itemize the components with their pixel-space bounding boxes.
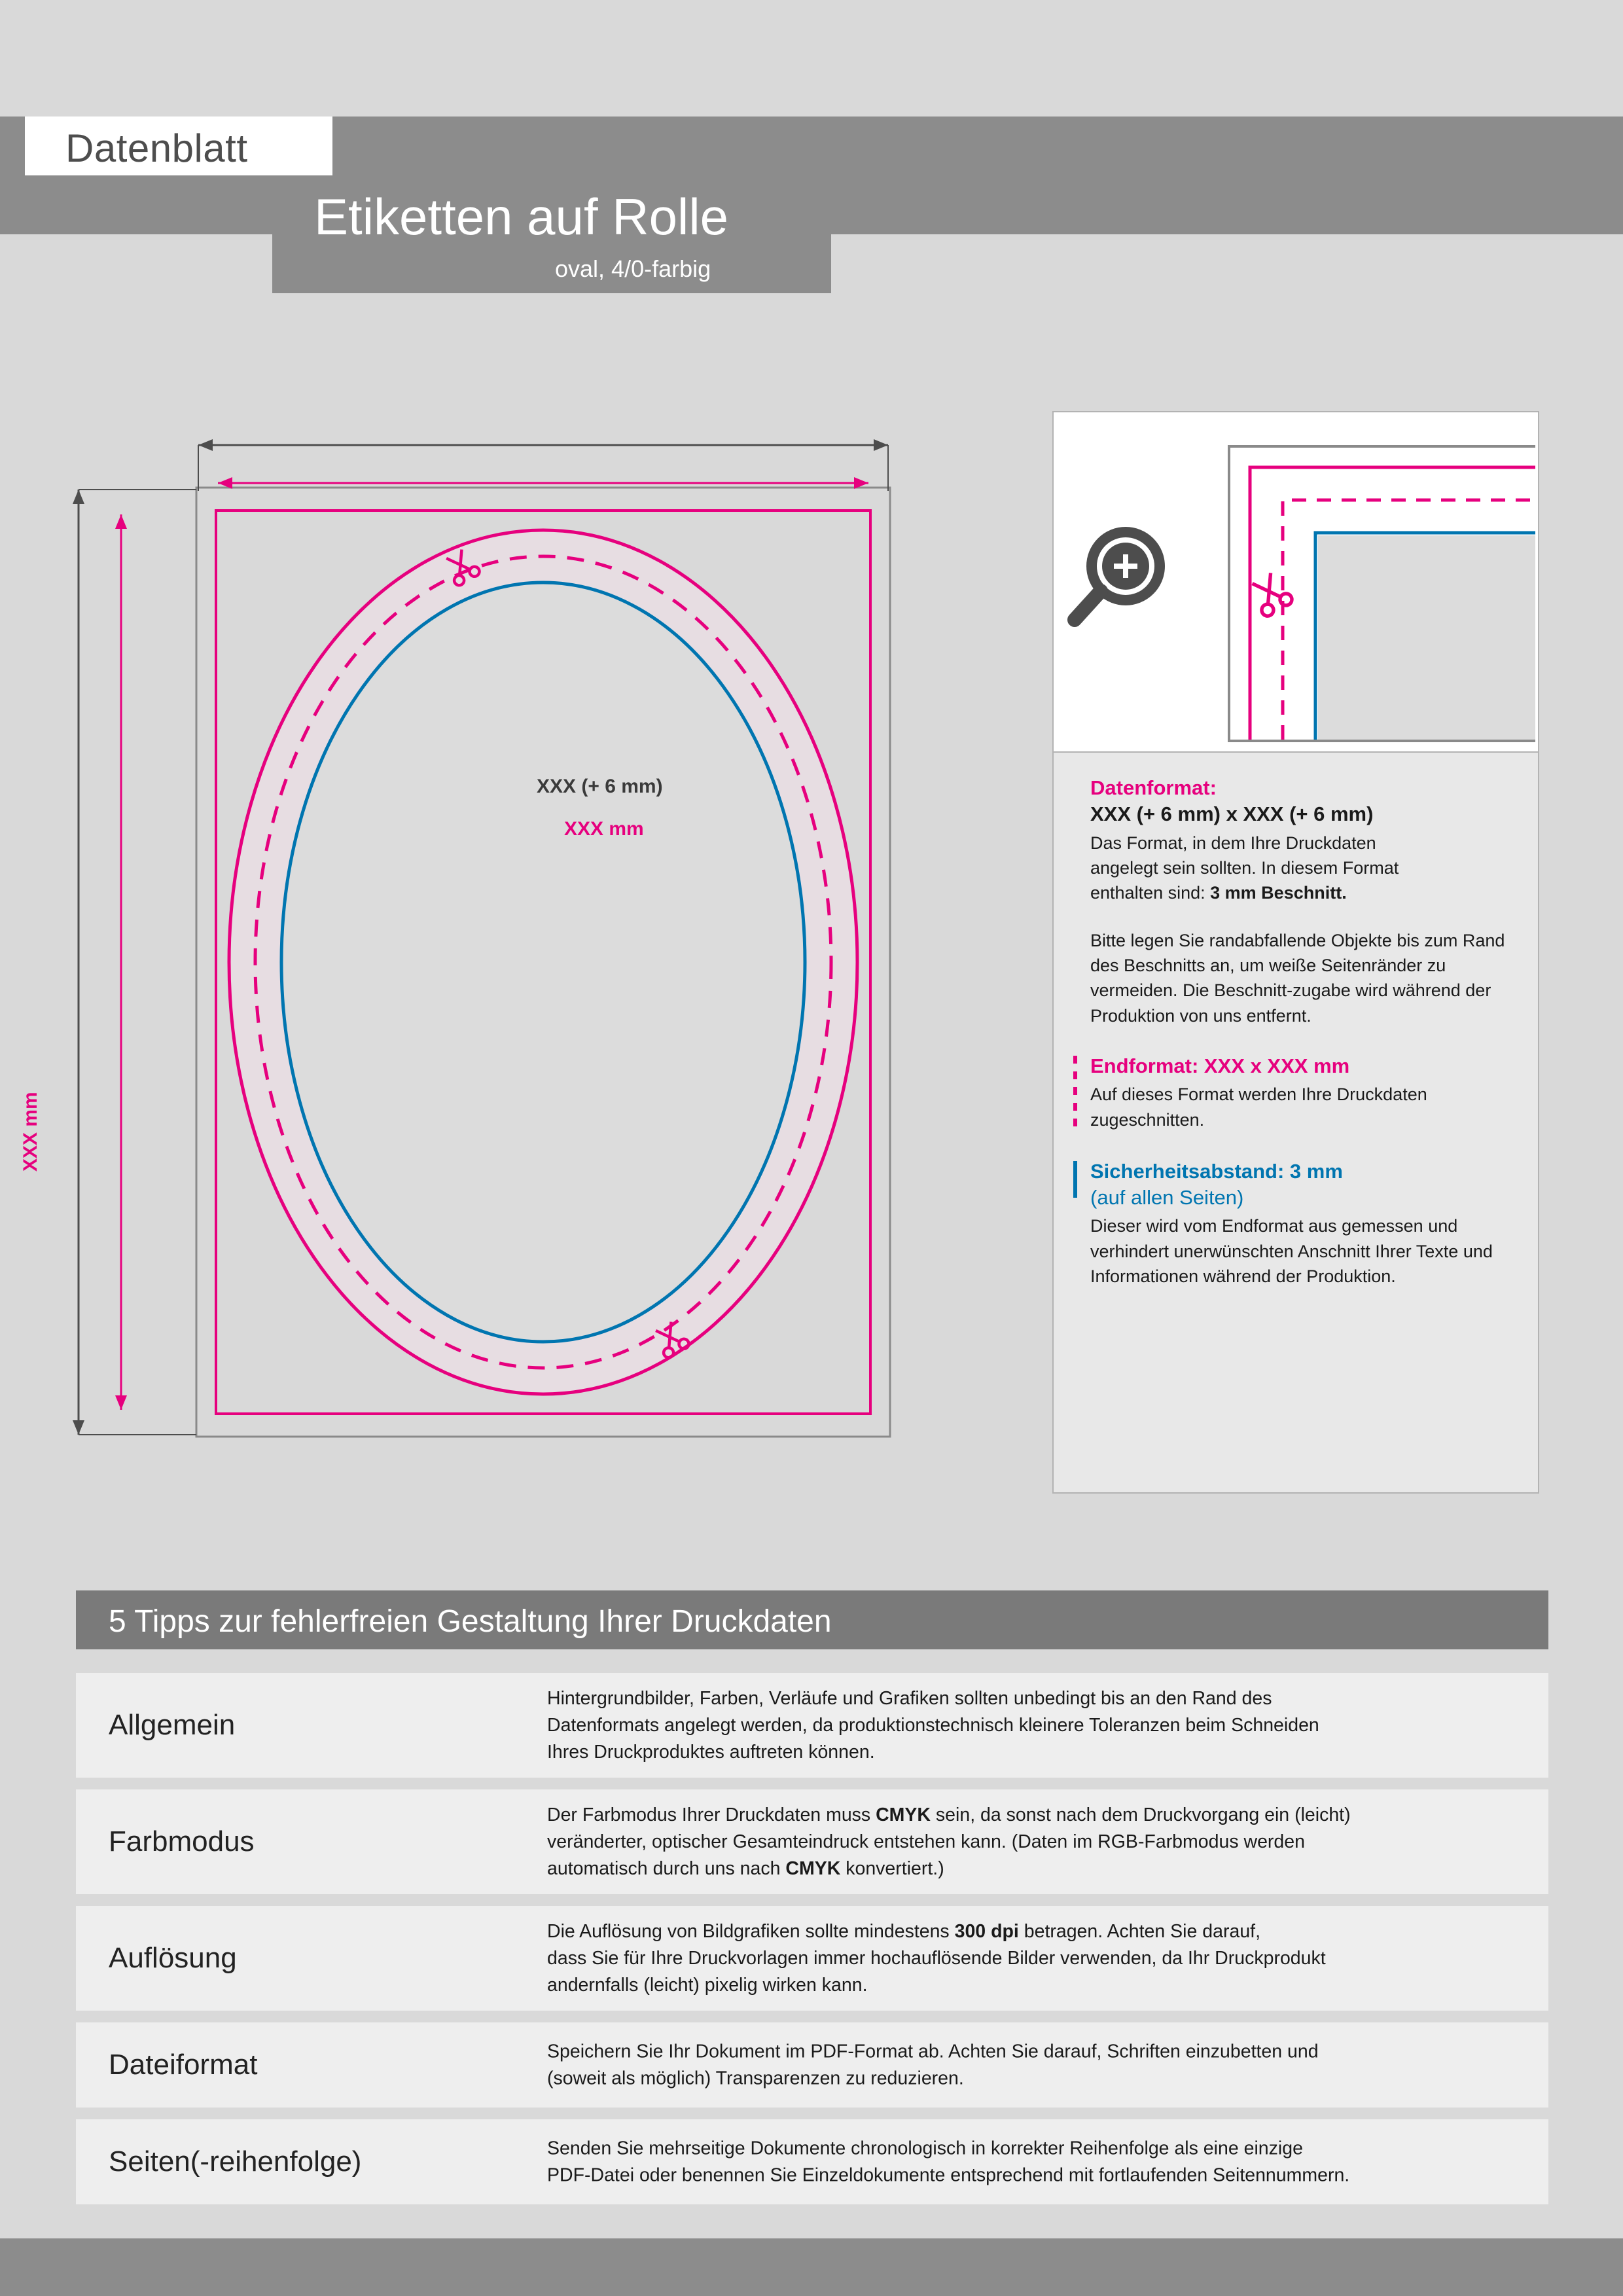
tip-text: Die Auflösung von Bildgrafiken sollte mindestens [547, 1920, 955, 1942]
tip-text: Ihres Druckproduktes auftreten können. [547, 1741, 875, 1763]
safety-text: Dieser wird vom Endformat aus gemessen und verhindert unerwünschten Anschnitt Ihrer Texte und Informationen während der Produktion. [1090, 1216, 1493, 1287]
tip-text: (soweit als möglich) Transparenzen zu reduzieren. [547, 2068, 964, 2089]
datenformat-value: XXX (+ 6 mm) x XXX (+ 6 mm) [1090, 802, 1374, 826]
tip-row [76, 1906, 1548, 2011]
tip-emphasis: 300 dpi [954, 1920, 1019, 1942]
tip-text: andernfalls (leicht) pixelig wirken kann. [547, 1974, 868, 1996]
endformat-text: Auf dieses Format werden Ihre Druckdaten zugeschnitten. [1090, 1085, 1427, 1130]
endformat-title: Endformat: XXX x XXX mm [1090, 1054, 1350, 1077]
tip-label: Allgemein [109, 1709, 236, 1741]
tip-text: Datenformats angelegt werden, da produktionstechnisch kleinere Toleranzen beim Schneiden [547, 1714, 1319, 1736]
dim-left-inner: XXX mm [20, 1092, 41, 1172]
datenformat-line1: Das Format, in dem Ihre Druckdaten [1090, 833, 1376, 853]
tip-row [76, 1789, 1548, 1894]
tip-label: Dateiformat [109, 2049, 258, 2081]
datenformat-title: Datenformat: [1090, 776, 1217, 799]
page-title: Etiketten auf Rolle [314, 188, 729, 245]
blue-marker [1073, 1161, 1077, 1198]
drawing-svg [0, 367, 1021, 1545]
tip-text: Hintergrundbilder, Farben, Verläufe und Grafiken sollten unbedingt bis an den Rand des [547, 1687, 1272, 1709]
datenformat-line2: angelegt sein sollten. In diesem Format [1090, 857, 1399, 878]
tip-text: dass Sie für Ihre Druckvorlagen immer hochauflösende Bilder verwenden, da Ihr Druckprodukt [547, 1947, 1326, 1969]
tip-text: Der Farbmodus Ihrer Druckdaten muss [547, 1804, 876, 1825]
tip-body [547, 1802, 1529, 1882]
datenformat-bleed: 3 mm Beschnitt. [1210, 883, 1347, 903]
tip-body [547, 2038, 1529, 2092]
tip-text: automatisch durch uns nach [547, 1857, 786, 1879]
tip-body [547, 1918, 1529, 1998]
footer-band [0, 2238, 1623, 2296]
zoom-detail-svg [1054, 412, 1535, 751]
dim-top-outer: XXX (+ 6 mm) [537, 776, 663, 797]
safety-title: Sicherheitsabstand: 3 mm [1090, 1159, 1343, 1183]
technical-drawing [0, 367, 1021, 1545]
tip-text: Senden Sie mehrseitige Dokumente chronologisch in korrekter Reihenfolge als eine einzige [547, 2138, 1303, 2159]
tip-label: Auflösung [109, 1942, 237, 1974]
tip-text: sein, da sonst nach dem Druckvorgang ein (leicht) [931, 1804, 1351, 1825]
tip-row [76, 1673, 1548, 1778]
tip-body [547, 2135, 1529, 2189]
magenta-marker [1073, 1056, 1077, 1126]
dim-top-inner: XXX mm [564, 818, 644, 840]
tips-header-label: 5 Tipps zur fehlerfreien Gestaltung Ihrer Druckdaten [109, 1604, 832, 1639]
bleed-text: Bitte legen Sie randabfallende Objekte bis zum Rand des Beschnitts an, um weiße Seitenränder zu vermeiden. Die Beschnitt-zugabe wird während der Produktion von uns entfernt. [1090, 930, 1505, 1026]
tip-row [76, 2119, 1548, 2204]
tip-text: veränderter, optischer Gesamteindruck entstehen kann. (Daten im RGB-Farbmodus werden [547, 1831, 1305, 1852]
datenformat-line3: enthalten sind: [1090, 883, 1211, 903]
tip-text: betragen. Achten Sie darauf, [1018, 1920, 1261, 1942]
datenblatt-label: Datenblatt [65, 126, 248, 170]
safety-subtitle: (auf allen Seiten) [1090, 1186, 1244, 1210]
tip-label: Seiten(-reihenfolge) [109, 2145, 362, 2178]
tip-row [76, 2022, 1548, 2108]
tip-label: Farbmodus [109, 1825, 255, 1857]
page-subtitle: oval, 4/0-farbig [555, 255, 711, 282]
tip-text: Speichern Sie Ihr Dokument im PDF-Format ab. Achten Sie darauf, Schriften einzubetten und [547, 2041, 1319, 2062]
tips-header [76, 1590, 1548, 1649]
tip-emphasis: CMYK [785, 1857, 841, 1879]
tip-text: konvertiert.) [840, 1857, 944, 1879]
tip-emphasis: CMYK [876, 1804, 931, 1825]
datenformat-text [1090, 831, 1509, 906]
zoom-detail-box [1052, 411, 1539, 755]
tip-body [547, 1685, 1529, 1765]
tip-text: PDF-Datei oder benennen Sie Einzeldokumente entsprechend mit fortlaufenden Seitennummern. [547, 2164, 1350, 2185]
info-box [1052, 751, 1539, 1494]
